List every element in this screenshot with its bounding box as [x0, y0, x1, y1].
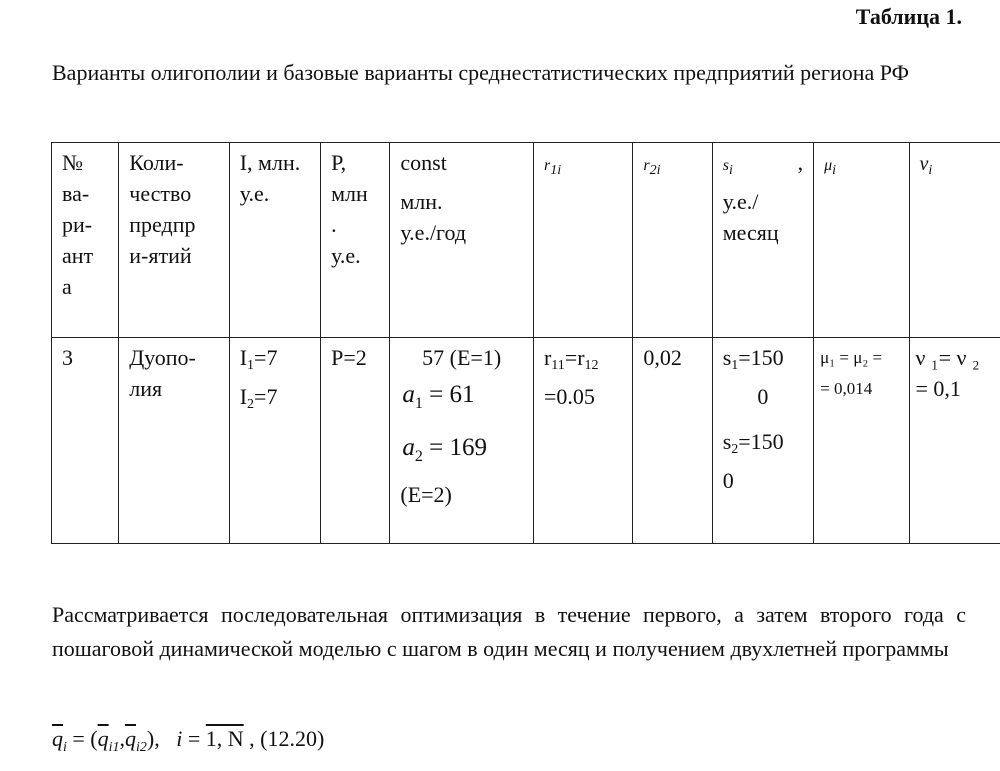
cell-text: лия: [129, 376, 163, 401]
formula-a2: [400, 426, 523, 479]
close-paren: ),: [146, 726, 160, 751]
cell-company-count: [119, 338, 229, 544]
header-text: чество: [129, 181, 192, 206]
header-nu: [909, 143, 1000, 338]
table-label: Таблица 1.: [855, 4, 962, 29]
value: =150: [738, 345, 784, 370]
s1-value: [723, 342, 803, 381]
const-e1: 57 (E=1): [422, 345, 502, 370]
subscript: 2i: [649, 163, 661, 178]
subscript: i: [63, 740, 67, 755]
symbol-r: r: [543, 345, 552, 370]
subscript: 1i: [550, 163, 562, 178]
symbol-q: $\overline{q}$: [97, 726, 109, 751]
symbol-s: s: [722, 429, 732, 454]
header-s: [712, 143, 813, 338]
s2-value: [723, 426, 803, 465]
value: =150: [738, 429, 784, 454]
symbol-r: r: [643, 157, 650, 174]
header-text: у.е.: [239, 181, 270, 206]
r-line-1: [544, 342, 622, 381]
cell-text: Р=2: [331, 345, 367, 370]
header-const: [390, 143, 534, 338]
comma: ,: [119, 726, 126, 751]
subscript: 2: [247, 397, 255, 412]
header-price: [321, 143, 390, 338]
header-text: предпр: [129, 212, 196, 237]
cell-text: 0,02: [643, 345, 682, 370]
formula-a1: [400, 373, 523, 426]
comma: ,: [797, 150, 804, 175]
cell-investment: [229, 338, 320, 544]
symbol-s: s: [722, 345, 732, 370]
header-text: у.е./: [722, 189, 759, 214]
subscript: 2: [731, 442, 739, 457]
subscript: i: [928, 163, 933, 178]
subscript: i2: [136, 740, 147, 755]
header-text: ри-: [62, 212, 93, 237]
nu-line-2: = 0,1: [915, 376, 961, 401]
subscript: 12: [584, 358, 599, 373]
cell-s: [712, 338, 813, 544]
header-text: месяц: [722, 220, 779, 245]
header-text: ант: [62, 243, 94, 268]
symbol-q: $\overline{q}$: [125, 726, 137, 751]
equals: =: [182, 726, 206, 751]
symbol-i: i: [176, 726, 183, 751]
value: =7: [254, 345, 278, 370]
subscript: i: [728, 163, 733, 178]
symbol-nu: ν: [919, 153, 929, 175]
header-text: Коли-: [129, 150, 184, 175]
header-text: №: [62, 150, 83, 175]
cell-text: 3: [62, 345, 73, 370]
header-text: I, млн.: [239, 150, 301, 175]
symbol-i: I: [239, 345, 248, 370]
symbol-i: I: [239, 384, 248, 409]
oligopoly-table: [51, 142, 1000, 544]
equals: = (: [66, 726, 98, 751]
table-row: [52, 338, 1000, 544]
body-paragraph: Рассматривается последовательная оптимизация в течение первого, а затем второго года с пошаговой динамической моделью с шагом в один месяц и получением двухлетней программы: [52, 602, 966, 661]
header-mu: [814, 143, 909, 338]
subscript: 1: [731, 358, 739, 373]
symbol-mu: μ: [824, 157, 833, 174]
header-investment: [229, 143, 320, 338]
header-text: и-ятий: [129, 243, 192, 268]
cell-price: [321, 338, 390, 544]
cell-nu: [909, 338, 1000, 544]
symbol-a: a: [402, 381, 415, 408]
symbol-s: s: [722, 157, 729, 174]
header-r1: [533, 143, 632, 338]
value: = 61: [422, 381, 475, 408]
cell-const: [390, 338, 534, 544]
subscript: 11: [551, 358, 565, 373]
header-text: а: [62, 274, 72, 299]
s2-continuation: 0: [722, 468, 734, 493]
symbol-a: a: [402, 434, 415, 461]
subscript: 2: [414, 448, 423, 465]
table-caption: Варианты олигополии и базовые варианты среднестатистических предприятий региона РФ: [52, 60, 910, 85]
cell-variant-no: [52, 338, 119, 544]
subscript: 1: [414, 395, 423, 412]
cell-mu: [814, 338, 909, 544]
nu-line-1: ν ₁= ν ₂: [915, 345, 980, 370]
mu-line-2: = 0,014: [820, 379, 873, 398]
value: =7: [254, 384, 278, 409]
table-header-row: [52, 143, 1000, 338]
header-text: .: [331, 212, 337, 237]
value: = 169: [422, 434, 487, 461]
symbol-r: r: [543, 157, 551, 174]
subscript: 1: [247, 358, 255, 373]
header-text: у.е.: [331, 243, 361, 268]
symbol-r: =r: [564, 345, 585, 370]
i1-value: [240, 342, 310, 381]
cell-r2: [633, 338, 712, 544]
equation-12-20: [52, 726, 324, 756]
header-text: у.е./год: [400, 220, 467, 245]
header-text: млн.: [400, 189, 443, 214]
header-r2: [633, 143, 712, 338]
s-line: [723, 147, 803, 186]
header-text: Р,: [331, 150, 347, 175]
cell-text: Дуопо-: [129, 345, 196, 370]
const-e2: (E=2): [400, 482, 452, 507]
mu-line-1: μ₁ = μ₂ =: [820, 348, 883, 367]
range: 1, N: [205, 726, 244, 751]
i2-value: [240, 381, 310, 420]
cell-text: =0.05: [543, 384, 595, 409]
symbol-q: $\overline{q}$: [52, 726, 63, 751]
cell-r1: [533, 338, 632, 544]
header-text: ва-: [62, 181, 90, 206]
header-variant-no: [52, 143, 119, 338]
s1-continuation: 0: [757, 384, 769, 409]
comma: ,: [243, 726, 255, 751]
header-company-count: [119, 143, 229, 338]
header-text: const: [400, 150, 447, 175]
subscript: i1: [108, 740, 120, 755]
header-text: млн: [331, 181, 368, 206]
equation-number: (12.20): [260, 726, 325, 751]
subscript: i: [832, 163, 837, 178]
